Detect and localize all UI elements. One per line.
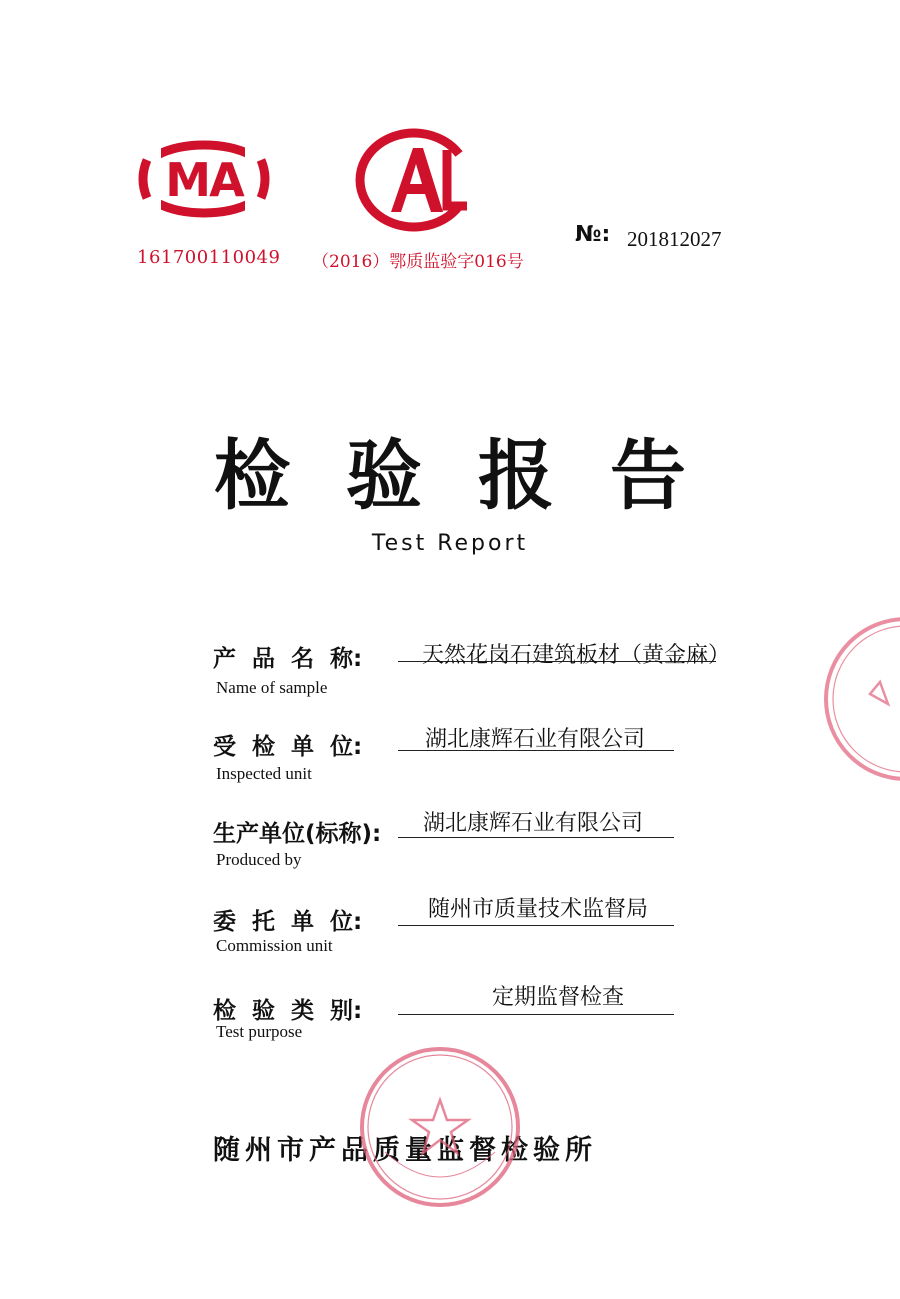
doc-number-label: №: [575, 222, 611, 247]
field-underline [398, 1014, 674, 1015]
field-label-commission-unit: 委 托 单 位: [213, 909, 363, 935]
field-value-commission-unit: 随州市质量技术监督局 [428, 897, 649, 922]
field-label-en-test-purpose: Test purpose [216, 1022, 303, 1041]
field-label-en-inspected-unit: Inspected unit [216, 764, 312, 783]
field-label-produced-by: 生产单位(标称): [213, 821, 382, 847]
svg-text:MA: MA [165, 153, 243, 207]
cma-cert-number: 161700110049 [137, 247, 281, 268]
official-seal [355, 1042, 525, 1212]
field-value-test-purpose: 定期监督检查 [492, 985, 625, 1010]
field-label-en-commission-unit: Commission unit [216, 936, 333, 955]
cal-license-number: （2016）鄂质监验字016号 [312, 252, 524, 272]
field-label-en-sample-name: Name of sample [216, 678, 328, 697]
issuer-name: 随州市产品质量监督检验所 [213, 1135, 597, 1166]
field-label-inspected-unit: 受 检 单 位: [213, 734, 363, 760]
field-label-en-produced-by: Produced by [216, 850, 302, 869]
field-underline [398, 925, 674, 926]
report-title-english: Test Report [371, 531, 529, 556]
field-value-sample-name: 天然花岗石建筑板材（黄金麻） [422, 643, 731, 668]
cma-logo [133, 140, 275, 218]
doc-number: 201812027 [627, 227, 722, 251]
cal-logo [355, 128, 477, 232]
field-label-sample-name: 产 品 名 称: [213, 646, 363, 672]
field-value-produced-by: 湖北康辉石业有限公司 [423, 811, 644, 836]
field-value-inspected-unit: 湖北康辉石业有限公司 [425, 727, 646, 752]
edge-seal [818, 612, 900, 786]
report-title: 检验报告 [214, 431, 742, 520]
field-label-test-purpose: 检 验 类 别: [213, 998, 363, 1024]
field-underline [398, 837, 674, 838]
